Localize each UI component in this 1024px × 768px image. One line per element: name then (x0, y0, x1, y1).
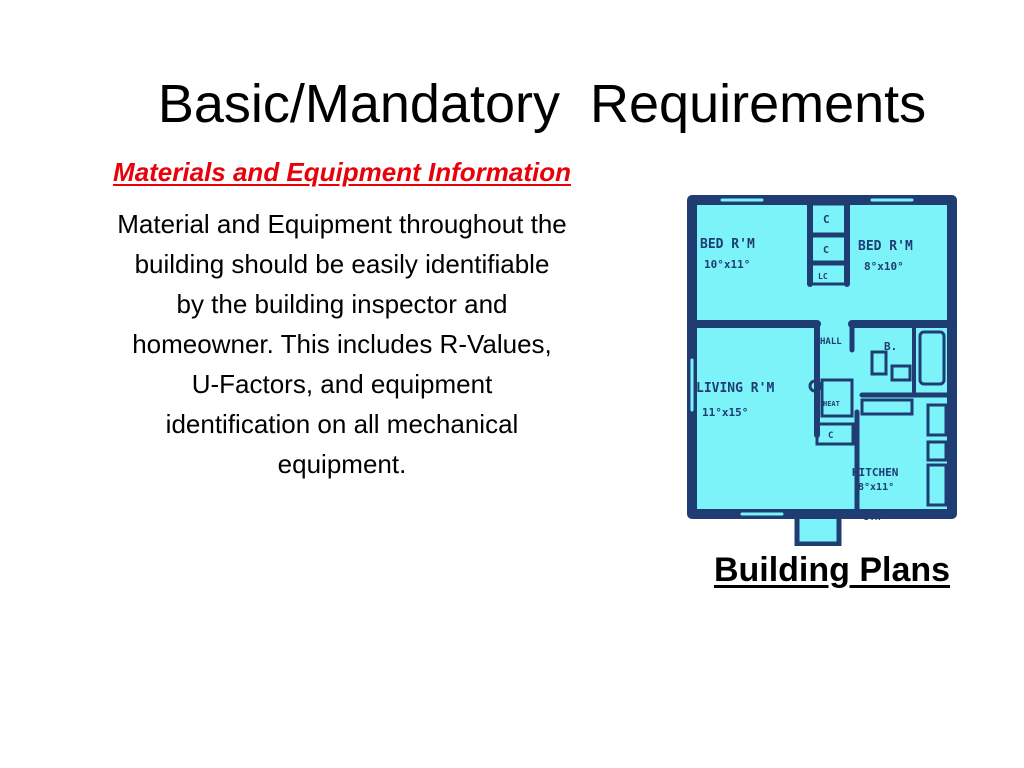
floor-plan-image (682, 190, 962, 546)
room-label-hall: HALL (820, 337, 842, 347)
room-size-bed1: 10°x11° (704, 258, 751, 271)
room-label-bath: B. (884, 340, 898, 353)
closet-label: LC (818, 272, 828, 281)
room-size-bed2: 8°x10° (864, 260, 904, 273)
body-paragraph: Material and Equipment throughout the building should be easily identifiable by the building inspector and homeowner. This includes R-Values, U-Factors, and equipment identification on all mechanical equipment. (117, 209, 567, 479)
closet-label: C (823, 245, 830, 256)
room-label-bed1: BED R'M (700, 237, 755, 252)
room-size-kitchen: 8°x11° (858, 482, 895, 493)
image-caption: Building Plans (713, 551, 951, 589)
room-label-bed2: BED R'M (858, 239, 913, 254)
room-label-dining: D.R (864, 513, 881, 523)
room-label-living: LIVING R'M (696, 381, 775, 396)
room-size-living: 11°x15° (702, 406, 749, 419)
slide-title: Basic/Mandatory Requirements (157, 74, 927, 135)
room-label-heat: HEAT (823, 400, 840, 408)
closet-label: C (828, 431, 834, 441)
closet-label: C (823, 213, 830, 226)
room-label-kitchen: KITCHEN (852, 466, 899, 479)
section-subtitle: Materials and Equipment Information (113, 157, 571, 187)
